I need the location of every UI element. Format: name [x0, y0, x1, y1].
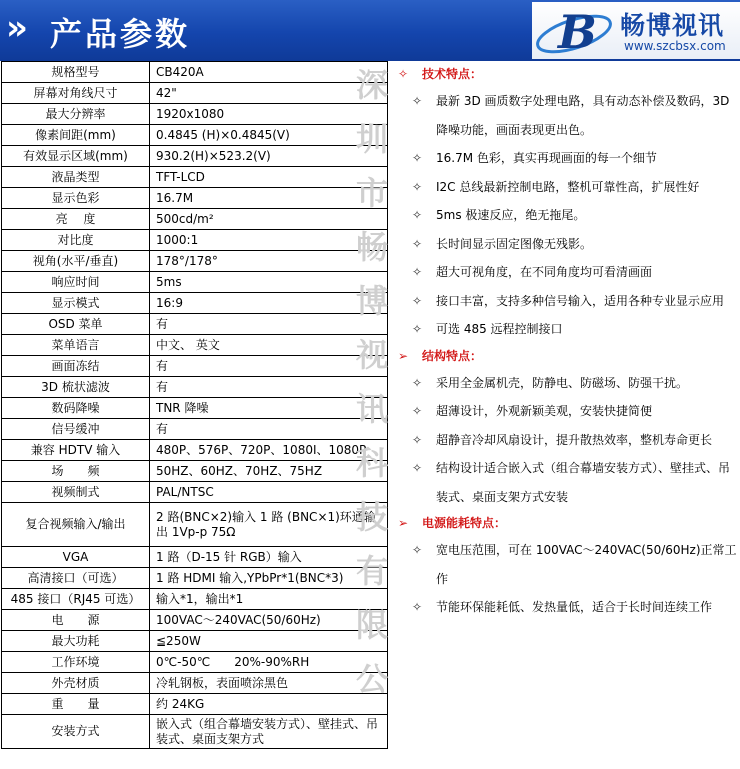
table-row: [2, 568, 388, 589]
table-row: [2, 715, 388, 749]
feature-text: 超大可视角度，在不同角度均可看清画面: [436, 265, 653, 279]
table-row: [2, 335, 388, 356]
b-logo-icon: [534, 4, 620, 58]
table-row: [2, 673, 388, 694]
diamond-bullet-icon: ✧: [412, 432, 423, 447]
diamond-bullet-icon: ✧: [412, 151, 423, 165]
feature-text: 宽电压范围，可在 100VAC～240VAC(50/60Hz)正常工作: [436, 543, 737, 586]
brand-url: www.szcbsx.com: [624, 39, 726, 53]
diamond-bullet-icon: ✧: [412, 404, 423, 418]
spec-value: 约 24KG: [150, 694, 388, 715]
table-row: [2, 251, 388, 272]
spec-value: TNR 降噪: [150, 398, 388, 419]
diamond-bullet-icon: ✧: [412, 293, 423, 308]
spec-value: 16.7M: [150, 188, 388, 209]
feature-item: [392, 230, 738, 259]
feature-item: [392, 173, 738, 202]
spec-label: VGA: [2, 547, 150, 568]
spec-label: 最大功耗: [2, 631, 150, 652]
section-marker-icon: ➢: [398, 348, 409, 363]
spec-label: 视频制式: [2, 482, 150, 503]
diamond-bullet-icon: ✧: [412, 265, 423, 279]
spec-label: 数码降噪: [2, 398, 150, 419]
watermark-char: 市: [355, 174, 388, 212]
spec-label: 工作环境: [2, 652, 150, 673]
spec-value: 42": [150, 83, 388, 104]
spec-label: 安装方式: [2, 715, 150, 749]
watermark-char: 限: [355, 606, 388, 644]
spec-label: 显示模式: [2, 293, 150, 314]
feature-item: [392, 315, 738, 344]
feature-text: 接口丰富，支持多种信号输入，适用各种专业显示应用: [436, 293, 725, 308]
spec-value: 中文、 英文: [150, 335, 388, 356]
feature-text: 最新 3D 画质数字处理电路，具有动态补偿及数码，3D 降噪功能，画面表现更出色。: [436, 94, 730, 137]
feature-item: [392, 201, 738, 230]
spec-label: 像素间距(mm): [2, 125, 150, 146]
spec-label: OSD 菜单: [2, 314, 150, 335]
feature-text: 16.7M 色彩，真实再现画面的每一个细节: [436, 151, 657, 165]
diamond-bullet-icon: ✧: [412, 179, 423, 194]
watermark-char: 讯: [355, 390, 388, 428]
table-row: [2, 610, 388, 631]
spec-label: 有效显示区域(mm): [2, 146, 150, 167]
feature-item: [392, 87, 738, 144]
spec-label: 3D 梳状滤波: [2, 377, 150, 398]
feature-item: [392, 258, 738, 287]
table-row: [2, 62, 388, 83]
spec-value: 输入*1，输出*1: [150, 589, 388, 610]
spec-value: 有: [150, 419, 388, 440]
spec-value: 有: [150, 377, 388, 398]
spec-label: 信号缓冲: [2, 419, 150, 440]
table-row: [2, 694, 388, 715]
feature-item: [392, 426, 738, 455]
spec-value: 480P、576P、720P、1080I、1080P: [150, 440, 388, 461]
spec-label: 最大分辨率: [2, 104, 150, 125]
spec-value: 1000:1: [150, 230, 388, 251]
feature-item: [392, 454, 738, 511]
table-row: [2, 314, 388, 335]
spec-value: 50HZ、60HZ、70HZ、75HZ: [150, 461, 388, 482]
section-title: 电源能耗特点：: [422, 516, 507, 530]
spec-value: 1 路（D-15 针 RGB）输入: [150, 547, 388, 568]
spec-label: 屏幕对角线尺寸: [2, 83, 150, 104]
watermark-char: 畅: [355, 228, 388, 266]
table-row: [2, 377, 388, 398]
feature-item: [392, 593, 738, 622]
feature-text: 超静音冷却风扇设计，提升散热效率，整机寿命更长: [436, 432, 713, 447]
table-row: [2, 125, 388, 146]
svg-text:B: B: [558, 5, 597, 58]
diamond-bullet-icon: ✧: [412, 322, 423, 336]
table-row: [2, 547, 388, 568]
feature-text: 节能环保能耗低、发热量低，适合于长时间连续工作: [436, 600, 713, 614]
table-row: [2, 503, 388, 547]
feature-text: 超薄设计，外观新颖美观，安装快捷简便: [436, 404, 653, 418]
feature-text: I2C 总线最新控制电路，整机可靠性高，扩展性好: [436, 179, 700, 194]
diamond-bullet-icon: ✧: [412, 94, 423, 108]
spec-label: 显示色彩: [2, 188, 150, 209]
spec-label: 规格型号: [2, 62, 150, 83]
watermark-char: 圳: [355, 120, 388, 158]
spec-label: 对比度: [2, 230, 150, 251]
feature-item: [392, 287, 738, 316]
spec-label: 外壳材质: [2, 673, 150, 694]
section-heading: [392, 62, 738, 87]
diamond-bullet-icon: ✧: [412, 236, 423, 251]
spec-label: 重 量: [2, 694, 150, 715]
spec-value: 0.4845 (H)×0.4845(V): [150, 125, 388, 146]
spec-value: 930.2(H)×523.2(V): [150, 146, 388, 167]
table-row: [2, 631, 388, 652]
spec-value: PAL/NTSC: [150, 482, 388, 503]
section-marker-icon: ➢: [398, 516, 409, 530]
spec-label: 菜单语言: [2, 335, 150, 356]
feature-text: 可选 485 远程控制接口: [436, 322, 563, 336]
table-row: [2, 589, 388, 610]
spec-value: 2 路(BNC×2)输入 1 路 (BNC×1)环通输出 1Vp-p 75Ω: [150, 503, 388, 547]
table-row: [2, 419, 388, 440]
page-title: 产品参数: [50, 15, 191, 53]
spec-value: 有: [150, 314, 388, 335]
spec-label: 画面冻结: [2, 356, 150, 377]
spec-table: [1, 61, 388, 749]
watermark-char: 技: [355, 498, 388, 536]
spec-label: 场 频: [2, 461, 150, 482]
spec-value: CB420A: [150, 62, 388, 83]
spec-label: 复合视频输入/输出: [2, 503, 150, 547]
watermark-char: 深: [355, 66, 388, 104]
spec-label: 电 源: [2, 610, 150, 631]
table-row: [2, 104, 388, 125]
table-row: [2, 356, 388, 377]
diamond-bullet-icon: ✧: [412, 208, 423, 222]
table-row: [2, 293, 388, 314]
spec-label: 液晶类型: [2, 167, 150, 188]
section-title: 结构特点：: [422, 348, 483, 363]
table-row: [2, 272, 388, 293]
spec-label: 485 接口（RJ45 可选）: [2, 589, 150, 610]
feature-text: 结构设计适合嵌入式（组合幕墙安装方式）、壁挂式、吊装式、桌面支架方式安装: [436, 461, 731, 504]
spec-value: 500cd/m²: [150, 209, 388, 230]
spec-value: 1 路 HDMI 输入,YPbPr*1(BNC*3): [150, 568, 388, 589]
feature-item: [392, 369, 738, 398]
table-row: [2, 482, 388, 503]
spec-value: 16:9: [150, 293, 388, 314]
chevron-right-icon: »: [6, 8, 22, 48]
spec-value: ≦250W: [150, 631, 388, 652]
spec-label: 亮 度: [2, 209, 150, 230]
spec-label: 高清接口（可选）: [2, 568, 150, 589]
spec-value: 有: [150, 356, 388, 377]
watermark-char: 视: [355, 336, 388, 374]
table-row: [2, 652, 388, 673]
brand-logo: [532, 2, 740, 59]
table-row: [2, 209, 388, 230]
spec-label: 视角(水平/垂直): [2, 251, 150, 272]
table-row: [2, 167, 388, 188]
table-row: [2, 83, 388, 104]
spec-value: 1920x1080: [150, 104, 388, 125]
feature-item: [392, 144, 738, 173]
watermark-char: 公: [355, 660, 388, 698]
diamond-bullet-icon: ✧: [412, 375, 423, 390]
spec-value: TFT-LCD: [150, 167, 388, 188]
spec-value: 178°/178°: [150, 251, 388, 272]
section-heading: [392, 511, 738, 536]
section-marker-icon: ✧: [398, 67, 409, 81]
feature-item: [392, 397, 738, 426]
spec-value: 100VAC～240VAC(50/60Hz): [150, 610, 388, 631]
spec-value: 嵌入式（组合幕墙安装方式）、壁挂式、吊装式、桌面支架方式: [150, 715, 388, 749]
feature-text: 5ms 极速反应，绝无拖尾。: [436, 208, 586, 222]
table-row: [2, 188, 388, 209]
spec-value: 冷轧钢板，表面喷涂黑色: [150, 673, 388, 694]
table-row: [2, 230, 388, 251]
watermark-char: 科: [355, 444, 388, 482]
watermark-char: 有: [355, 552, 388, 590]
spec-label: 响应时间: [2, 272, 150, 293]
table-row: [2, 440, 388, 461]
feature-text: 采用全金属机壳，防静电、防磁场、防强干扰。: [436, 375, 689, 390]
feature-text: 长时间显示固定图像无残影。: [436, 236, 593, 251]
brand-name: 畅博视讯: [620, 11, 725, 40]
section-heading: [392, 344, 738, 369]
table-row: [2, 146, 388, 167]
diamond-bullet-icon: ✧: [412, 461, 423, 475]
table-row: [2, 398, 388, 419]
watermark-char: 博: [355, 282, 388, 320]
features-panel: [392, 62, 738, 622]
diamond-bullet-icon: ✧: [412, 543, 423, 557]
spec-label: 兼容 HDTV 输入: [2, 440, 150, 461]
table-row: [2, 461, 388, 482]
spec-value: 0℃-50℃ 20%-90%RH: [150, 652, 388, 673]
diamond-bullet-icon: ✧: [412, 600, 423, 614]
section-title: 技术特点：: [422, 67, 483, 81]
spec-value: 5ms: [150, 272, 388, 293]
feature-item: [392, 536, 738, 593]
